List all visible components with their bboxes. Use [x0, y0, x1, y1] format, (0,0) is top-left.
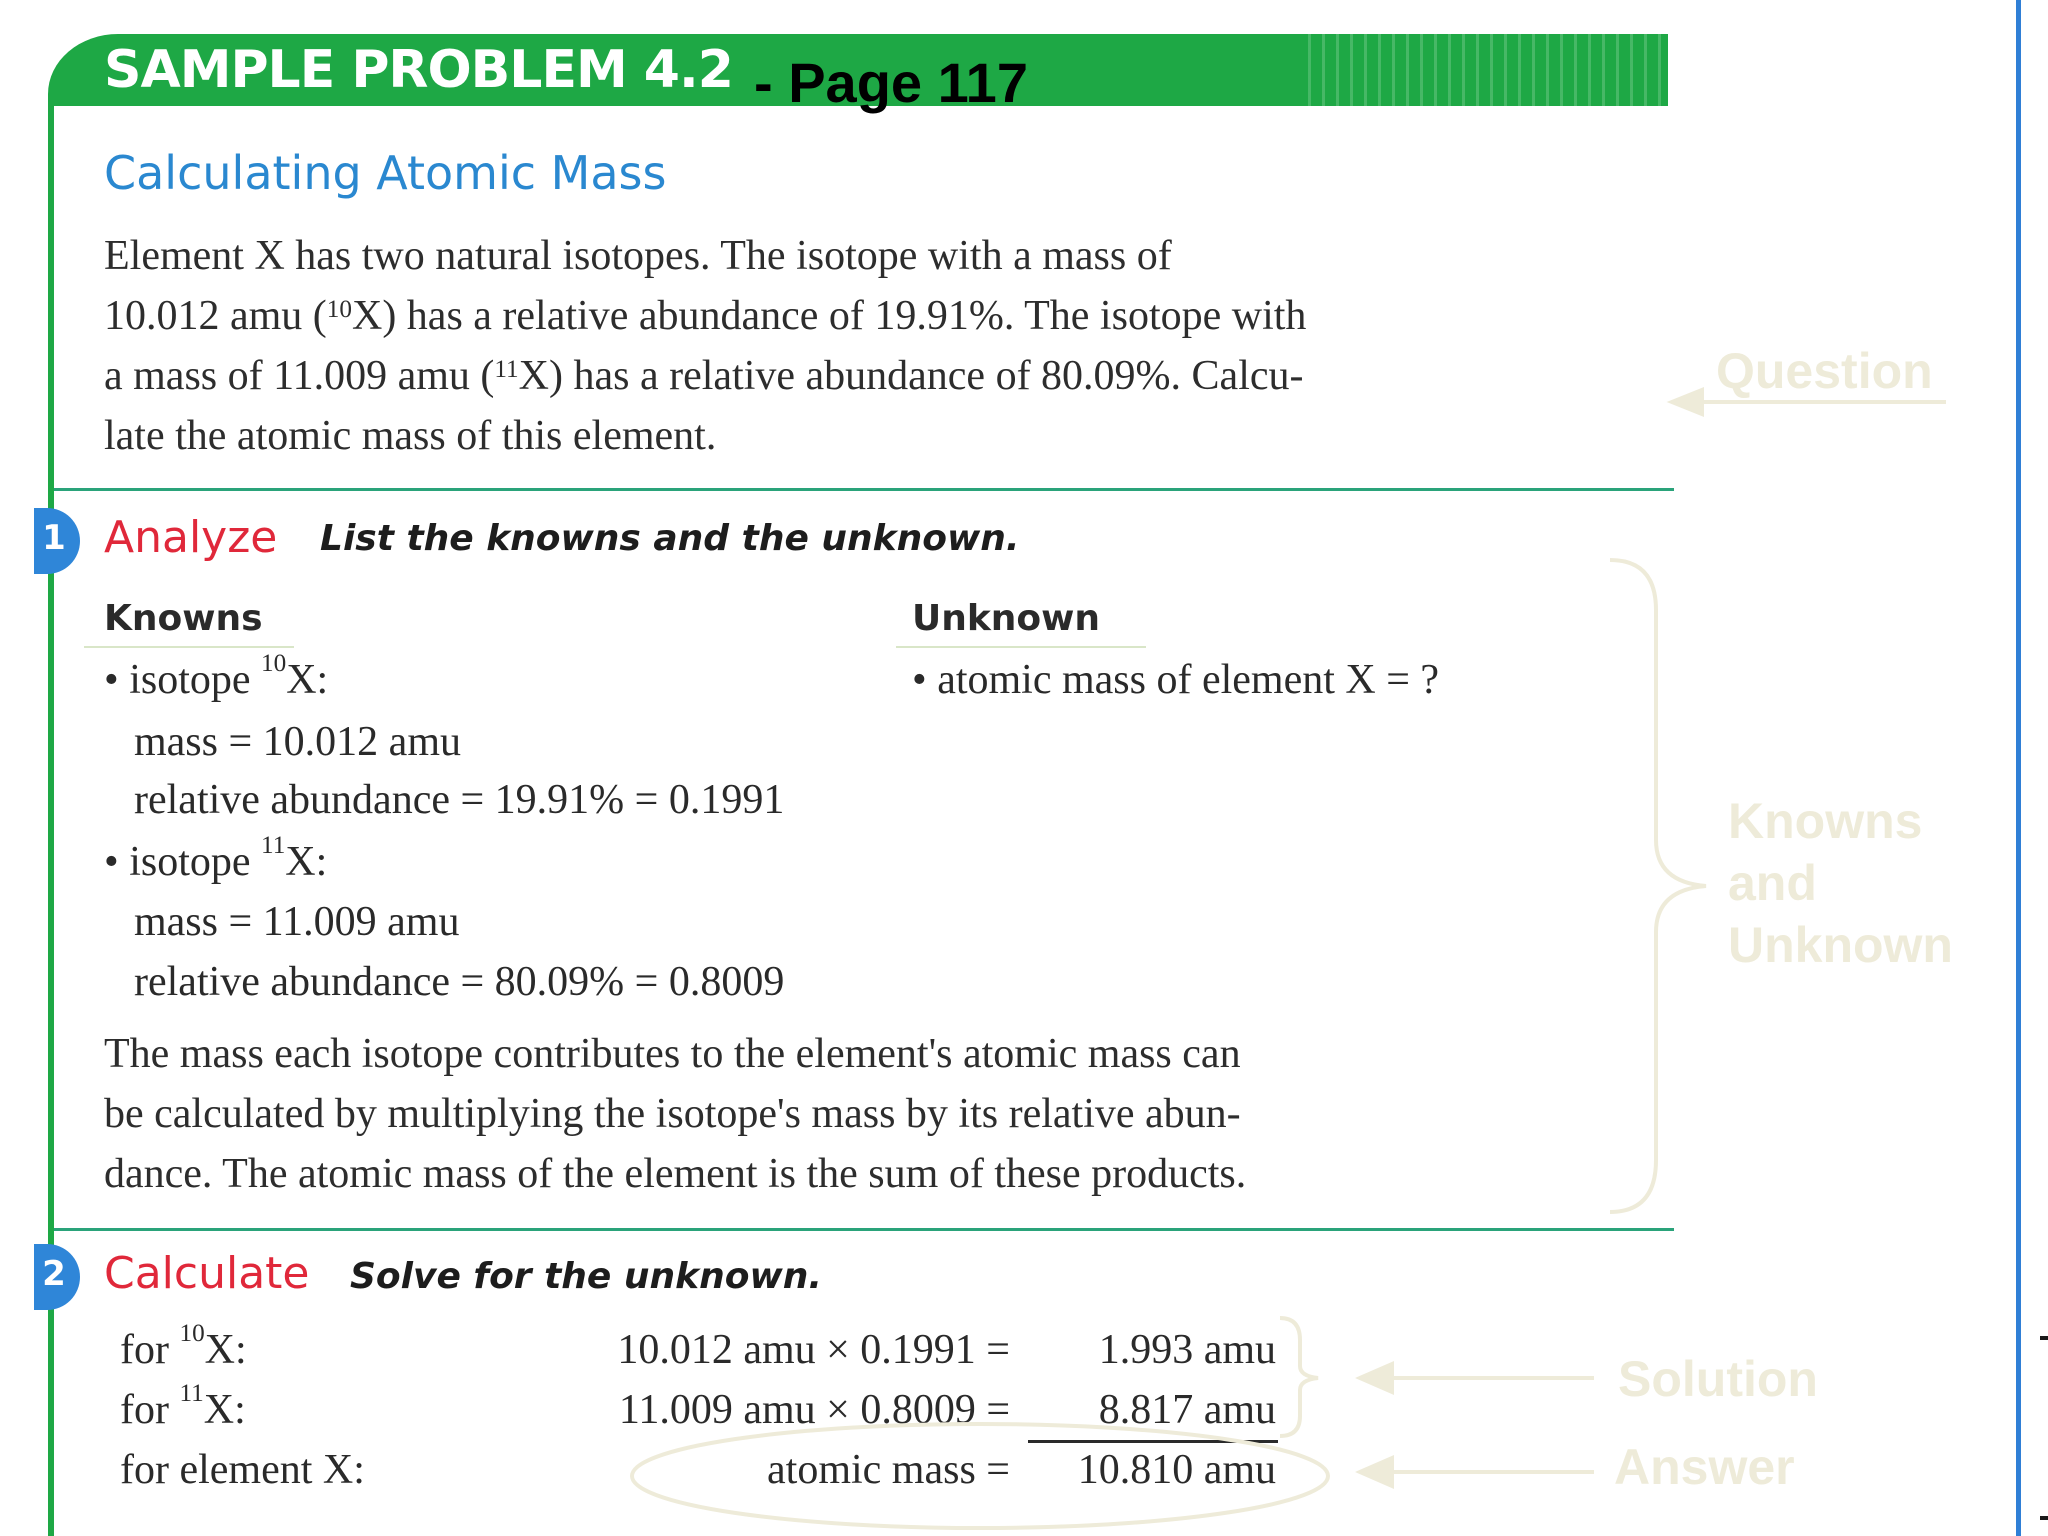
explanation-line: be calculated by multiplying the isotope's mass by its relative abun- [104, 1091, 1241, 1137]
calculate-title: Calculate [104, 1248, 310, 1299]
calc-expression: 11.009 amu × 0.8009 = [618, 1387, 1010, 1433]
unknown-item: • atomic mass of element X = ? [912, 657, 1440, 703]
problem-line: 10.012 amu ($^{10}$X) has a relative abundance of 19.91%. The isotope with [104, 293, 1307, 339]
calc-expression: 10.012 amu × 0.1991 = [617, 1327, 1010, 1373]
known-isotope-11: • isotope $^{11}$X: [104, 832, 328, 885]
calc-label: for element X: [120, 1447, 365, 1493]
solution-brace [1280, 1318, 1318, 1436]
annotation-answer: Answer [1614, 1439, 1795, 1495]
calculate-subtitle: Solve for the unknown. [350, 1256, 823, 1297]
final-answer: 10.810 amu [1077, 1447, 1276, 1493]
problem-line: a mass of 11.009 amu ($^{11}$X) has a relative abundance of 80.09%. Calcu- [104, 353, 1304, 399]
known-mass-11: mass = 11.009 amu [134, 899, 460, 945]
known-abundance-10: relative abundance = 19.91% = 0.1991 [134, 777, 785, 823]
knowns-brace [1610, 560, 1706, 1212]
calc-result: 1.993 amu [1098, 1327, 1276, 1373]
problem-line: late the atomic mass of this element. [104, 413, 717, 459]
annotation-knowns: Knowns [1728, 793, 1923, 849]
annotation-solution: Solution [1618, 1351, 1818, 1407]
explanation-line: The mass each isotope contributes to the element's atomic mass can [104, 1031, 1241, 1077]
unknown-header: Unknown [912, 598, 1101, 639]
analyze-title: Analyze [104, 512, 278, 563]
known-isotope-10: • isotope $^{10}$X: [104, 650, 329, 703]
question-arrowhead [1672, 390, 1702, 414]
banner-title: SAMPLE PROBLEM 4.2 [104, 40, 733, 100]
calc-label: for $^{11}$X: [120, 1380, 246, 1433]
calc-result: 8.817 amu [1098, 1387, 1276, 1433]
calc-label: for $^{10}$X: [120, 1320, 247, 1373]
problem-line: Element X has two natural isotopes. The isotope with a mass of [104, 233, 1172, 279]
annotation-unknown: Unknown [1728, 917, 1953, 973]
calc-expression: atomic mass = [767, 1447, 1010, 1493]
problem-heading: Calculating Atomic Mass [104, 146, 667, 200]
knowns-header: Knowns [104, 598, 263, 639]
page-reference: - Page 117 [754, 51, 1028, 114]
explanation-line: dance. The atomic mass of the element is the sum of these products. [104, 1151, 1247, 1197]
step-number: 2 [42, 1254, 66, 1294]
step-number: 1 [42, 518, 66, 558]
annotation-and: and [1728, 855, 1817, 911]
known-mass-10: mass = 10.012 amu [134, 719, 461, 765]
known-abundance-11: relative abundance = 80.09% = 0.8009 [134, 959, 785, 1005]
answer-arrowhead [1360, 1458, 1392, 1486]
analyze-subtitle: List the knowns and the unknown. [320, 518, 1020, 559]
annotation-question: Question [1716, 343, 1933, 399]
solution-arrowhead [1360, 1364, 1392, 1392]
answer-ellipse [632, 1424, 1328, 1528]
